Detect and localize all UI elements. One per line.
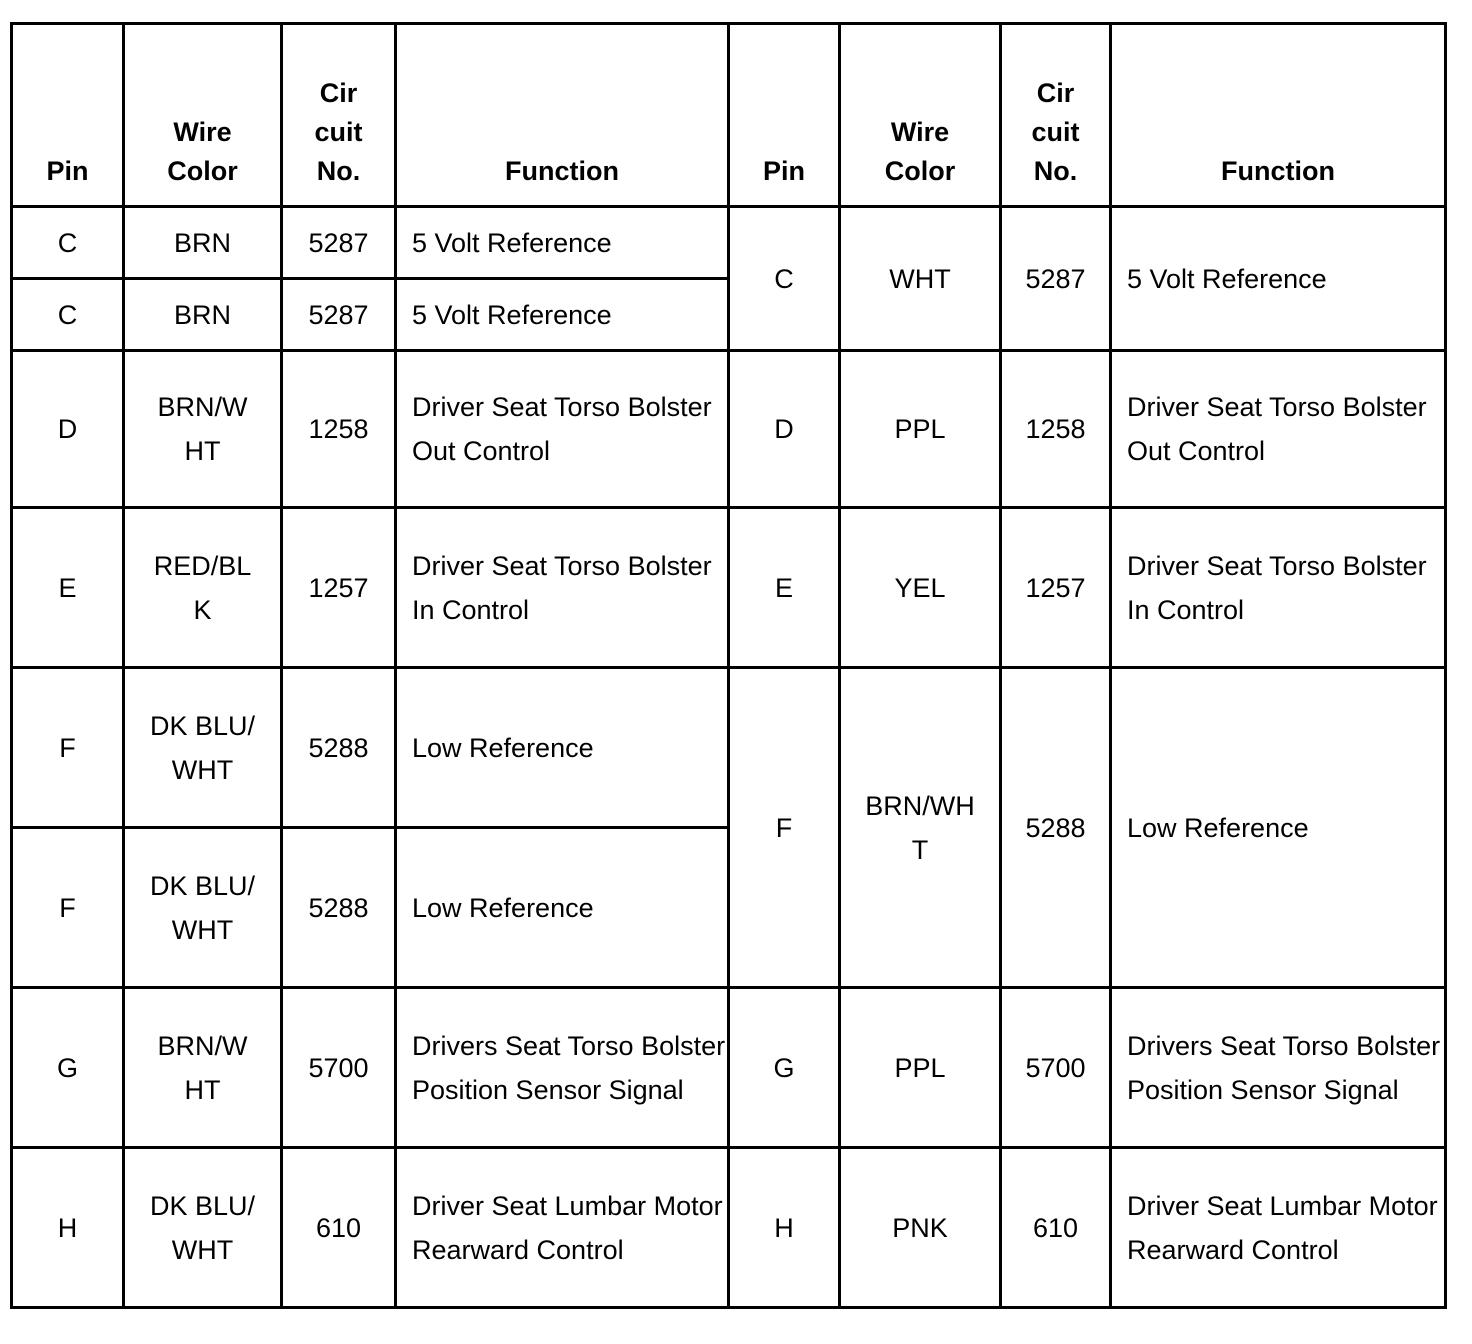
wire-color-header: Wire Color [124, 24, 282, 207]
circuit-number-header: Cir cuit No. [1001, 24, 1111, 207]
wire-color-header: Wire Color [840, 24, 1001, 207]
circuit-number-cell: 1258 [282, 351, 396, 508]
pin-cell: F [12, 668, 124, 828]
circuit-number-cell: 5287 [1001, 207, 1111, 351]
function-cell: 5 Volt Reference [396, 207, 729, 279]
circuit-number-cell: 5288 [282, 828, 396, 988]
pinout-table [10, 22, 1447, 1309]
function-cell: Drivers Seat Torso Bolster Position Sensor Signal [1111, 988, 1446, 1148]
function-cell: Drivers Seat Torso Bolster Position Sensor Signal [396, 988, 729, 1148]
function-cell: Driver Seat Lumbar Motor Rearward Control [396, 1148, 729, 1308]
circuit-number-header: Cir cuit No. [282, 24, 396, 207]
function-cell: Low Reference [396, 668, 729, 828]
wire-color-cell: BRN/WHT [840, 668, 1001, 988]
function-cell: Driver Seat Torso Bolster In Control [1111, 508, 1446, 668]
wire-color-cell: DK BLU/WHT [124, 828, 282, 988]
circuit-number-cell: 1257 [282, 508, 396, 668]
circuit-number-cell: 610 [1001, 1148, 1111, 1308]
pin-cell: F [729, 668, 840, 988]
pin-cell: E [12, 508, 124, 668]
table-row [12, 1148, 1446, 1308]
circuit-number-cell: 610 [282, 1148, 396, 1308]
pin-cell: H [729, 1148, 840, 1308]
wire-color-cell: PPL [840, 351, 1001, 508]
circuit-number-cell: 1258 [1001, 351, 1111, 508]
function-cell: Driver Seat Torso Bolster Out Control [396, 351, 729, 508]
pin-cell: E [729, 508, 840, 668]
table-row [12, 508, 1446, 668]
circuit-number-cell: 5700 [1001, 988, 1111, 1148]
pin-cell: D [729, 351, 840, 508]
circuit-number-cell: 5287 [282, 279, 396, 351]
wire-color-cell: PNK [840, 1148, 1001, 1308]
circuit-number-cell: 5288 [1001, 668, 1111, 988]
pin-cell: C [12, 207, 124, 279]
function-header: Function [1111, 24, 1446, 207]
pin-header: Pin [729, 24, 840, 207]
function-cell: Driver Seat Lumbar Motor Rearward Control [1111, 1148, 1446, 1308]
pin-cell: G [729, 988, 840, 1148]
pin-cell: G [12, 988, 124, 1148]
function-cell: Low Reference [1111, 668, 1446, 988]
function-cell: 5 Volt Reference [1111, 207, 1446, 351]
table-row [12, 351, 1446, 508]
pin-cell: H [12, 1148, 124, 1308]
wire-color-cell: BRN [124, 279, 282, 351]
wire-color-cell: BRN [124, 207, 282, 279]
wire-color-cell: BRN/WHT [124, 351, 282, 508]
table-row [12, 988, 1446, 1148]
function-header: Function [396, 24, 729, 207]
pin-cell: D [12, 351, 124, 508]
header-row [12, 24, 1446, 207]
circuit-number-cell: 5288 [282, 668, 396, 828]
function-cell: Low Reference [396, 828, 729, 988]
circuit-number-cell: 5287 [282, 207, 396, 279]
table-row [12, 207, 1446, 279]
pin-cell: C [12, 279, 124, 351]
pin-cell: C [729, 207, 840, 351]
function-cell: 5 Volt Reference [396, 279, 729, 351]
circuit-number-cell: 1257 [1001, 508, 1111, 668]
wire-color-cell: YEL [840, 508, 1001, 668]
circuit-number-cell: 5700 [282, 988, 396, 1148]
pin-header: Pin [12, 24, 124, 207]
wire-color-cell: DK BLU/WHT [124, 668, 282, 828]
function-cell: Driver Seat Torso Bolster In Control [396, 508, 729, 668]
wire-color-cell: RED/BLK [124, 508, 282, 668]
pin-cell: F [12, 828, 124, 988]
wire-color-cell: PPL [840, 988, 1001, 1148]
table-row [12, 668, 1446, 828]
wire-color-cell: BRN/WHT [124, 988, 282, 1148]
function-cell: Driver Seat Torso Bolster Out Control [1111, 351, 1446, 508]
wire-color-cell: DK BLU/WHT [124, 1148, 282, 1308]
wire-color-cell: WHT [840, 207, 1001, 351]
